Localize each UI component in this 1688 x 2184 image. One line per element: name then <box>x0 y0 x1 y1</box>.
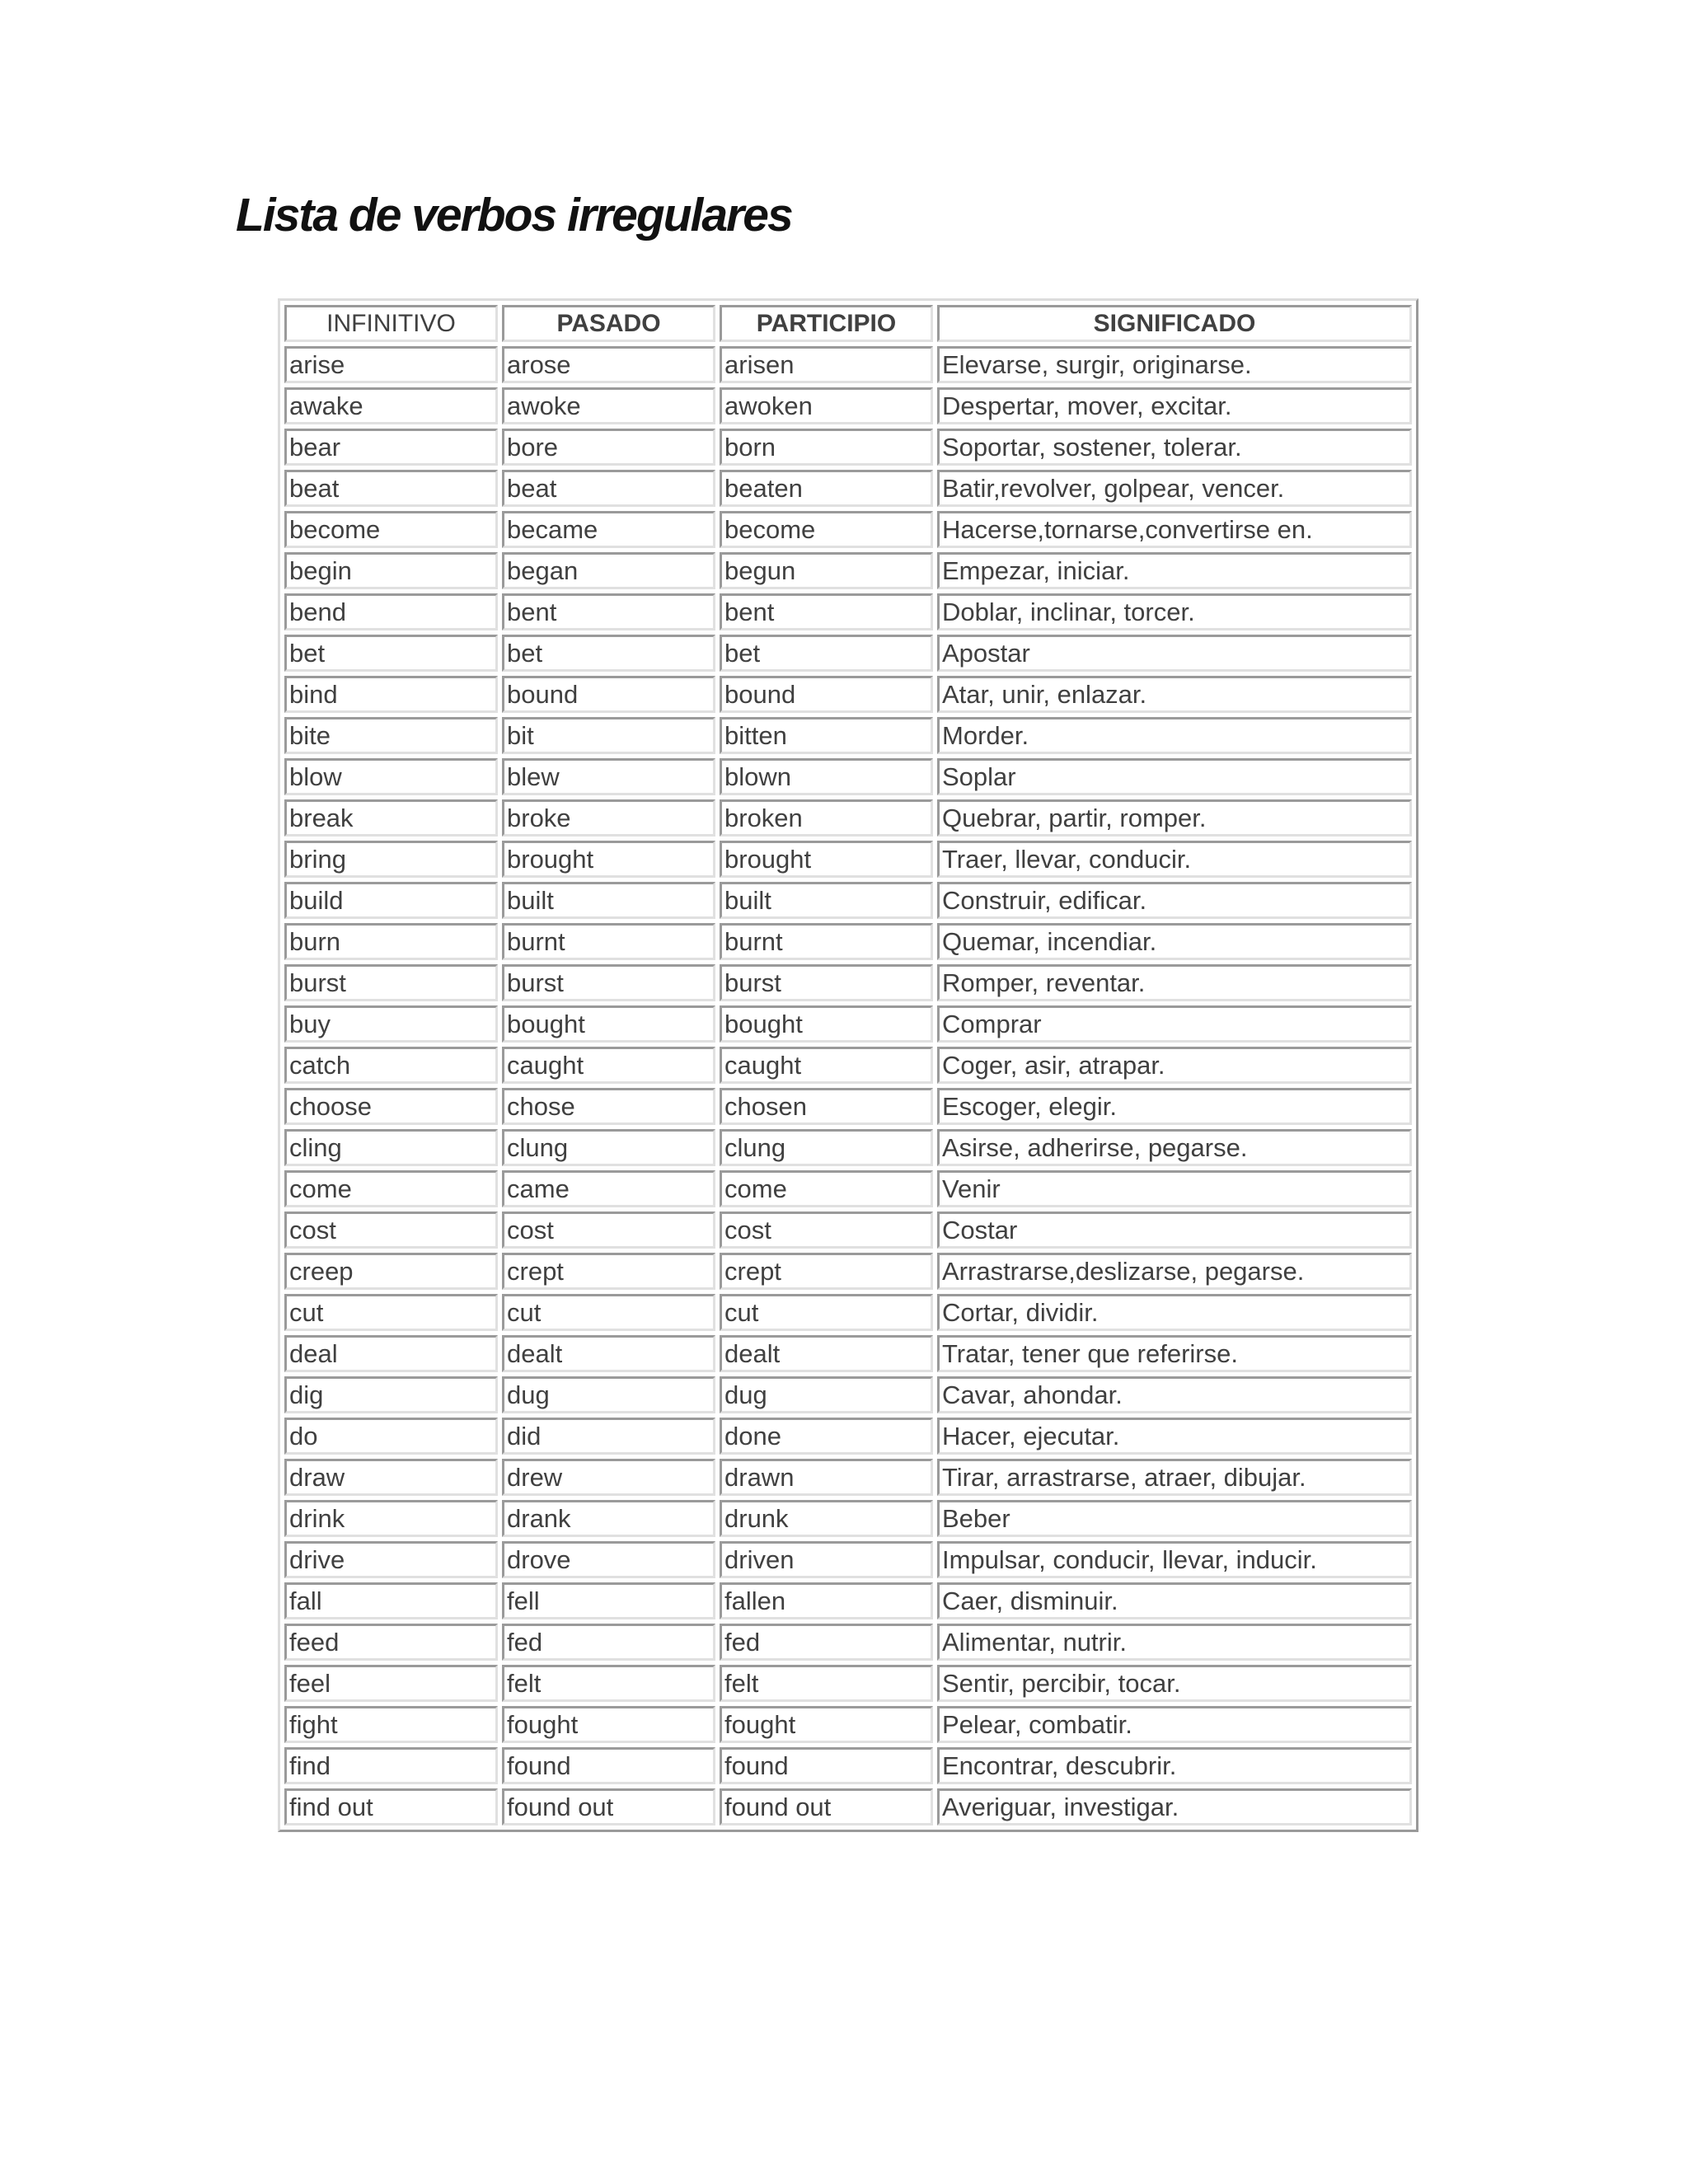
meaning-cell: Impulsar, conducir, llevar, inducir. <box>937 1541 1412 1578</box>
participle-cell: born <box>720 429 933 466</box>
past-cell: dealt <box>502 1335 715 1372</box>
past-cell: cost <box>502 1212 715 1249</box>
infinitive-cell: drive <box>284 1541 498 1578</box>
meaning-cell: Cortar, dividir. <box>937 1294 1412 1331</box>
table-row <box>284 346 1412 383</box>
past-cell: drew <box>502 1459 715 1496</box>
infinitive-cell: feel <box>284 1665 498 1702</box>
participle-cell: drunk <box>720 1500 933 1537</box>
table-row <box>284 1005 1412 1043</box>
table-header-row <box>284 305 1412 342</box>
participle-cell: drawn <box>720 1459 933 1496</box>
infinitive-cell: bind <box>284 676 498 713</box>
participle-cell: cut <box>720 1294 933 1331</box>
infinitive-cell: dig <box>284 1376 498 1413</box>
header-participio: PARTICIPIO <box>720 305 933 342</box>
past-cell: beat <box>502 470 715 507</box>
table-row <box>284 1500 1412 1537</box>
verbs-table-frame <box>278 298 1418 1832</box>
participle-cell: caught <box>720 1047 933 1084</box>
participle-cell: fed <box>720 1624 933 1661</box>
participle-cell: found <box>720 1747 933 1784</box>
past-cell: bet <box>502 635 715 672</box>
infinitive-cell: draw <box>284 1459 498 1496</box>
infinitive-cell: deal <box>284 1335 498 1372</box>
table-row <box>284 1129 1412 1166</box>
participle-cell: cost <box>720 1212 933 1249</box>
participle-cell: dealt <box>720 1335 933 1372</box>
meaning-cell: Soportar, sostener, tolerar. <box>937 429 1412 466</box>
table-row <box>284 552 1412 589</box>
table-row <box>284 1088 1412 1125</box>
past-cell: drove <box>502 1541 715 1578</box>
table-row <box>284 1459 1412 1496</box>
meaning-cell: Elevarse, surgir, originarse. <box>937 346 1412 383</box>
past-cell: crept <box>502 1253 715 1290</box>
table-row <box>284 841 1412 878</box>
meaning-cell: Hacer, ejecutar. <box>937 1418 1412 1455</box>
infinitive-cell: arise <box>284 346 498 383</box>
past-cell: felt <box>502 1665 715 1702</box>
participle-cell: driven <box>720 1541 933 1578</box>
page-title: Lista de verbos irregulares <box>236 189 792 241</box>
past-cell: fell <box>502 1582 715 1619</box>
table-row <box>284 635 1412 672</box>
participle-cell: crept <box>720 1253 933 1290</box>
meaning-cell: Hacerse,tornarse,convertirse en. <box>937 511 1412 548</box>
table-row <box>284 717 1412 754</box>
participle-cell: bound <box>720 676 933 713</box>
infinitive-cell: drink <box>284 1500 498 1537</box>
participle-cell: felt <box>720 1665 933 1702</box>
meaning-cell: Morder. <box>937 717 1412 754</box>
meaning-cell: Doblar, inclinar, torcer. <box>937 593 1412 630</box>
meaning-cell: Batir,revolver, golpear, vencer. <box>937 470 1412 507</box>
infinitive-cell: break <box>284 799 498 837</box>
past-cell: came <box>502 1170 715 1207</box>
past-cell: bound <box>502 676 715 713</box>
infinitive-cell: choose <box>284 1088 498 1125</box>
participle-cell: chosen <box>720 1088 933 1125</box>
meaning-cell: Alimentar, nutrir. <box>937 1624 1412 1661</box>
infinitive-cell: do <box>284 1418 498 1455</box>
infinitive-cell: burn <box>284 923 498 960</box>
verbs-table <box>280 301 1416 1830</box>
table-row <box>284 1253 1412 1290</box>
infinitive-cell: buy <box>284 1005 498 1043</box>
past-cell: dug <box>502 1376 715 1413</box>
infinitive-cell: bear <box>284 429 498 466</box>
past-cell: burst <box>502 964 715 1001</box>
participle-cell: bitten <box>720 717 933 754</box>
meaning-cell: Averiguar, investigar. <box>937 1788 1412 1825</box>
infinitive-cell: cut <box>284 1294 498 1331</box>
table-row <box>284 1706 1412 1743</box>
table-row <box>284 1376 1412 1413</box>
participle-cell: fallen <box>720 1582 933 1619</box>
past-cell: began <box>502 552 715 589</box>
past-cell: found <box>502 1747 715 1784</box>
infinitive-cell: creep <box>284 1253 498 1290</box>
table-row <box>284 1418 1412 1455</box>
table-row <box>284 1582 1412 1619</box>
past-cell: arose <box>502 346 715 383</box>
infinitive-cell: beat <box>284 470 498 507</box>
meaning-cell: Caer, disminuir. <box>937 1582 1412 1619</box>
meaning-cell: Atar, unir, enlazar. <box>937 676 1412 713</box>
participle-cell: brought <box>720 841 933 878</box>
infinitive-cell: find <box>284 1747 498 1784</box>
table-row <box>284 1747 1412 1784</box>
past-cell: blew <box>502 758 715 795</box>
participle-cell: fought <box>720 1706 933 1743</box>
past-cell: brought <box>502 841 715 878</box>
meaning-cell: Venir <box>937 1170 1412 1207</box>
participle-cell: beaten <box>720 470 933 507</box>
infinitive-cell: blow <box>284 758 498 795</box>
meaning-cell: Pelear, combatir. <box>937 1706 1412 1743</box>
past-cell: cut <box>502 1294 715 1331</box>
infinitive-cell: bend <box>284 593 498 630</box>
meaning-cell: Beber <box>937 1500 1412 1537</box>
infinitive-cell: bite <box>284 717 498 754</box>
past-cell: did <box>502 1418 715 1455</box>
infinitive-cell: begin <box>284 552 498 589</box>
table-row <box>284 923 1412 960</box>
meaning-cell: Soplar <box>937 758 1412 795</box>
past-cell: found out <box>502 1788 715 1825</box>
header-infinitivo: INFINITIVO <box>284 305 498 342</box>
table-row <box>284 1541 1412 1578</box>
table-row <box>284 1335 1412 1372</box>
participle-cell: arisen <box>720 346 933 383</box>
meaning-cell: Apostar <box>937 635 1412 672</box>
infinitive-cell: burst <box>284 964 498 1001</box>
infinitive-cell: bet <box>284 635 498 672</box>
table-row <box>284 470 1412 507</box>
table-row <box>284 1212 1412 1249</box>
past-cell: fed <box>502 1624 715 1661</box>
meaning-cell: Tratar, tener que referirse. <box>937 1335 1412 1372</box>
infinitive-cell: fight <box>284 1706 498 1743</box>
infinitive-cell: come <box>284 1170 498 1207</box>
past-cell: caught <box>502 1047 715 1084</box>
participle-cell: built <box>720 882 933 919</box>
table-row <box>284 387 1412 424</box>
infinitive-cell: feed <box>284 1624 498 1661</box>
meaning-cell: Encontrar, descubrir. <box>937 1747 1412 1784</box>
participle-cell: bent <box>720 593 933 630</box>
participle-cell: begun <box>720 552 933 589</box>
past-cell: clung <box>502 1129 715 1166</box>
meaning-cell: Quebrar, partir, romper. <box>937 799 1412 837</box>
table-row <box>284 1788 1412 1825</box>
table-row <box>284 429 1412 466</box>
past-cell: bought <box>502 1005 715 1043</box>
participle-cell: done <box>720 1418 933 1455</box>
table-row <box>284 964 1412 1001</box>
participle-cell: dug <box>720 1376 933 1413</box>
table-row <box>284 882 1412 919</box>
table-row <box>284 1624 1412 1661</box>
meaning-cell: Construir, edificar. <box>937 882 1412 919</box>
past-cell: bent <box>502 593 715 630</box>
past-cell: bore <box>502 429 715 466</box>
past-cell: fought <box>502 1706 715 1743</box>
table-row <box>284 1170 1412 1207</box>
meaning-cell: Costar <box>937 1212 1412 1249</box>
meaning-cell: Coger, asir, atrapar. <box>937 1047 1412 1084</box>
table-row <box>284 1665 1412 1702</box>
header-pasado: PASADO <box>502 305 715 342</box>
table-row <box>284 676 1412 713</box>
infinitive-cell: awake <box>284 387 498 424</box>
meaning-cell: Traer, llevar, conducir. <box>937 841 1412 878</box>
past-cell: built <box>502 882 715 919</box>
infinitive-cell: fall <box>284 1582 498 1619</box>
meaning-cell: Despertar, mover, excitar. <box>937 387 1412 424</box>
past-cell: bit <box>502 717 715 754</box>
participle-cell: come <box>720 1170 933 1207</box>
participle-cell: bet <box>720 635 933 672</box>
participle-cell: burst <box>720 964 933 1001</box>
meaning-cell: Romper, reventar. <box>937 964 1412 1001</box>
participle-cell: blown <box>720 758 933 795</box>
table-row <box>284 1047 1412 1084</box>
past-cell: burnt <box>502 923 715 960</box>
meaning-cell: Quemar, incendiar. <box>937 923 1412 960</box>
participle-cell: found out <box>720 1788 933 1825</box>
table-row <box>284 593 1412 630</box>
infinitive-cell: cost <box>284 1212 498 1249</box>
meaning-cell: Sentir, percibir, tocar. <box>937 1665 1412 1702</box>
meaning-cell: Cavar, ahondar. <box>937 1376 1412 1413</box>
participle-cell: clung <box>720 1129 933 1166</box>
infinitive-cell: catch <box>284 1047 498 1084</box>
table-row <box>284 511 1412 548</box>
participle-cell: bought <box>720 1005 933 1043</box>
header-significado: SIGNIFICADO <box>937 305 1412 342</box>
meaning-cell: Asirse, adherirse, pegarse. <box>937 1129 1412 1166</box>
meaning-cell: Escoger, elegir. <box>937 1088 1412 1125</box>
participle-cell: become <box>720 511 933 548</box>
infinitive-cell: bring <box>284 841 498 878</box>
meaning-cell: Comprar <box>937 1005 1412 1043</box>
table-row <box>284 758 1412 795</box>
participle-cell: broken <box>720 799 933 837</box>
infinitive-cell: find out <box>284 1788 498 1825</box>
past-cell: broke <box>502 799 715 837</box>
table-row <box>284 1294 1412 1331</box>
past-cell: awoke <box>502 387 715 424</box>
past-cell: chose <box>502 1088 715 1125</box>
participle-cell: burnt <box>720 923 933 960</box>
meaning-cell: Arrastrarse,deslizarse, pegarse. <box>937 1253 1412 1290</box>
meaning-cell: Tirar, arrastrarse, atraer, dibujar. <box>937 1459 1412 1496</box>
infinitive-cell: build <box>284 882 498 919</box>
table-row <box>284 799 1412 837</box>
meaning-cell: Empezar, iniciar. <box>937 552 1412 589</box>
participle-cell: awoken <box>720 387 933 424</box>
verbs-table-body <box>284 346 1412 1825</box>
past-cell: became <box>502 511 715 548</box>
past-cell: drank <box>502 1500 715 1537</box>
infinitive-cell: become <box>284 511 498 548</box>
infinitive-cell: cling <box>284 1129 498 1166</box>
